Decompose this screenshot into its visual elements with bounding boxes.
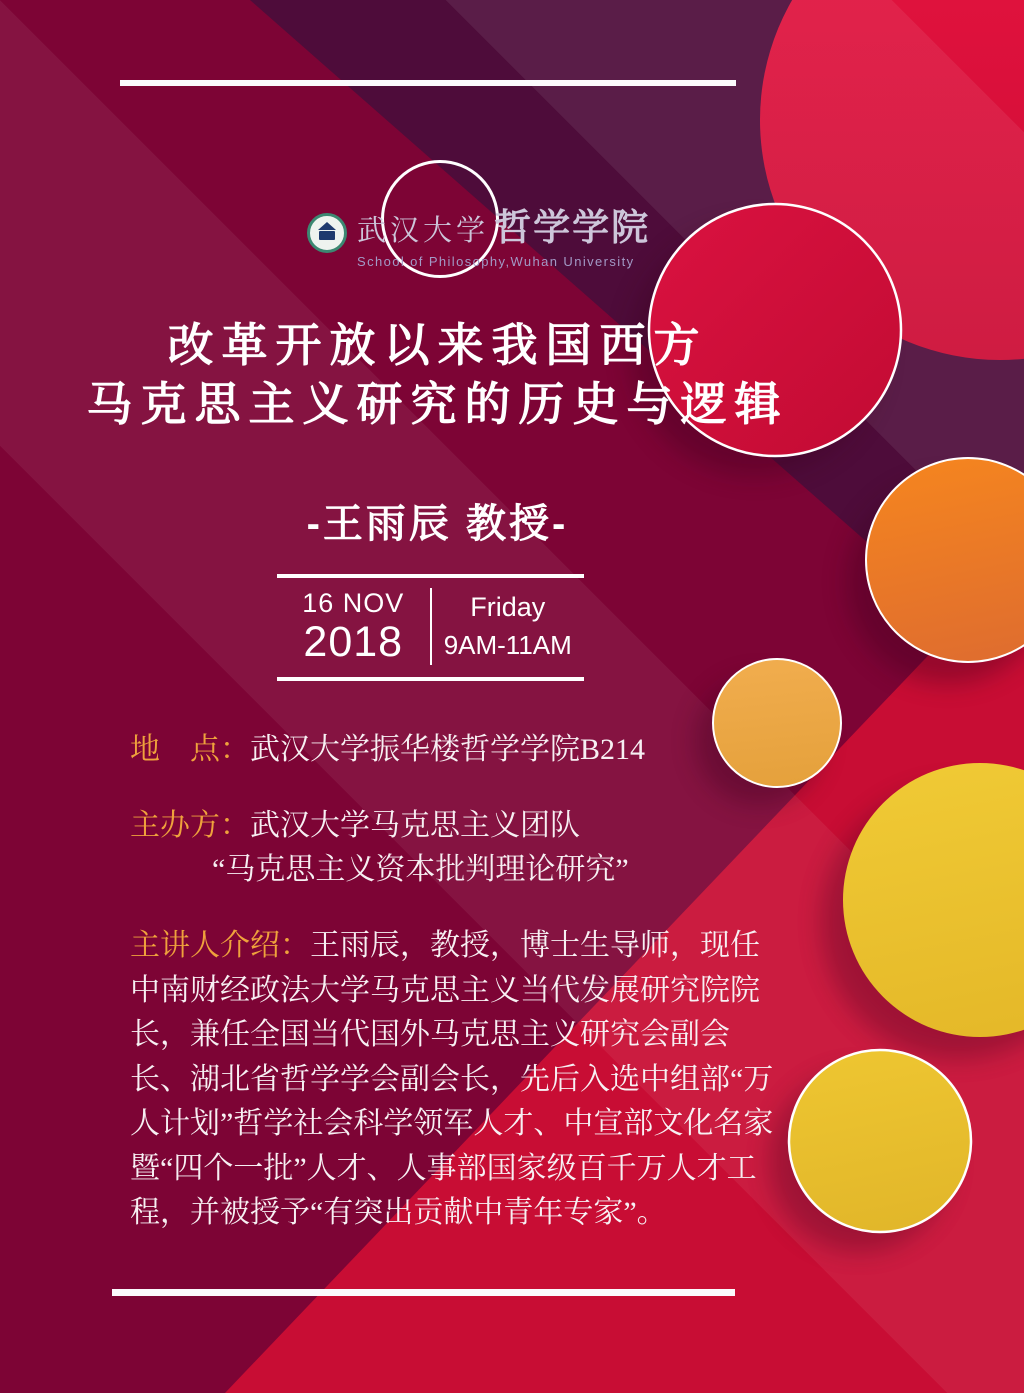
- schedule-time-cell: [432, 588, 585, 665]
- speaker-intro-paragraph: [130, 924, 782, 1236]
- organizer-line1: 武汉大学马克思主义团队: [250, 809, 580, 842]
- seal-building-base: [319, 231, 335, 240]
- decorative-circle-small-yellow: [713, 659, 841, 787]
- university-logo: [307, 197, 650, 269]
- year-value: 2018: [303, 618, 404, 666]
- organizer-row: [130, 804, 629, 892]
- day-value: Friday: [470, 592, 546, 622]
- intro-label: 主讲人介绍：: [130, 929, 310, 962]
- seal-building-roof: [318, 222, 336, 230]
- location-row: [130, 724, 645, 768]
- intro-text: 王雨辰，教授，博士生导师，现任中南财经政法大学马克思主义当代发展研究院院长，兼任全国当代国外马克思主义研究会副会长、湖北省哲学学会副会长，先后入选中组部“万人计划”哲学社会科学领军人才、中宣部文化名家暨“四个一批”人才、人事部国家级百千万人才工程，并被授予“有突出贡献中青年专家”。: [130, 929, 774, 1229]
- logo-text-block: [357, 197, 650, 269]
- divider-line-bottom: [112, 1289, 735, 1296]
- logo-english-name: School of Philosophy,Wuhan University: [357, 254, 635, 269]
- schedule-block: [277, 574, 584, 681]
- logo-chinese-name: [357, 197, 650, 251]
- logo-cn-university: 武汉大学: [357, 213, 490, 247]
- location-value: 武汉大学振华楼哲学学院B214: [250, 733, 646, 766]
- poster-title: [0, 316, 875, 434]
- speaker-name: -王雨辰 教授-: [306, 502, 569, 546]
- logo-cn-school: 哲学学院: [494, 205, 651, 249]
- decorative-circle-lower-yellow: [789, 1050, 971, 1232]
- divider-line-top: [120, 80, 736, 86]
- organizer-line2: “马克思主义资本批判理论研究”: [212, 853, 629, 886]
- university-seal-icon: [307, 213, 347, 253]
- location-label: 地 点：: [130, 733, 250, 766]
- schedule-date-cell: [277, 588, 430, 665]
- date-value: 16 NOV: [302, 588, 405, 618]
- organizer-label: 主办方：: [130, 809, 250, 842]
- title-line-2: 马克思主义研究的历史与逻辑: [86, 378, 789, 430]
- time-value: 9AM-11AM: [443, 630, 572, 660]
- title-line-1: 改革开放以来我国西方: [167, 319, 708, 371]
